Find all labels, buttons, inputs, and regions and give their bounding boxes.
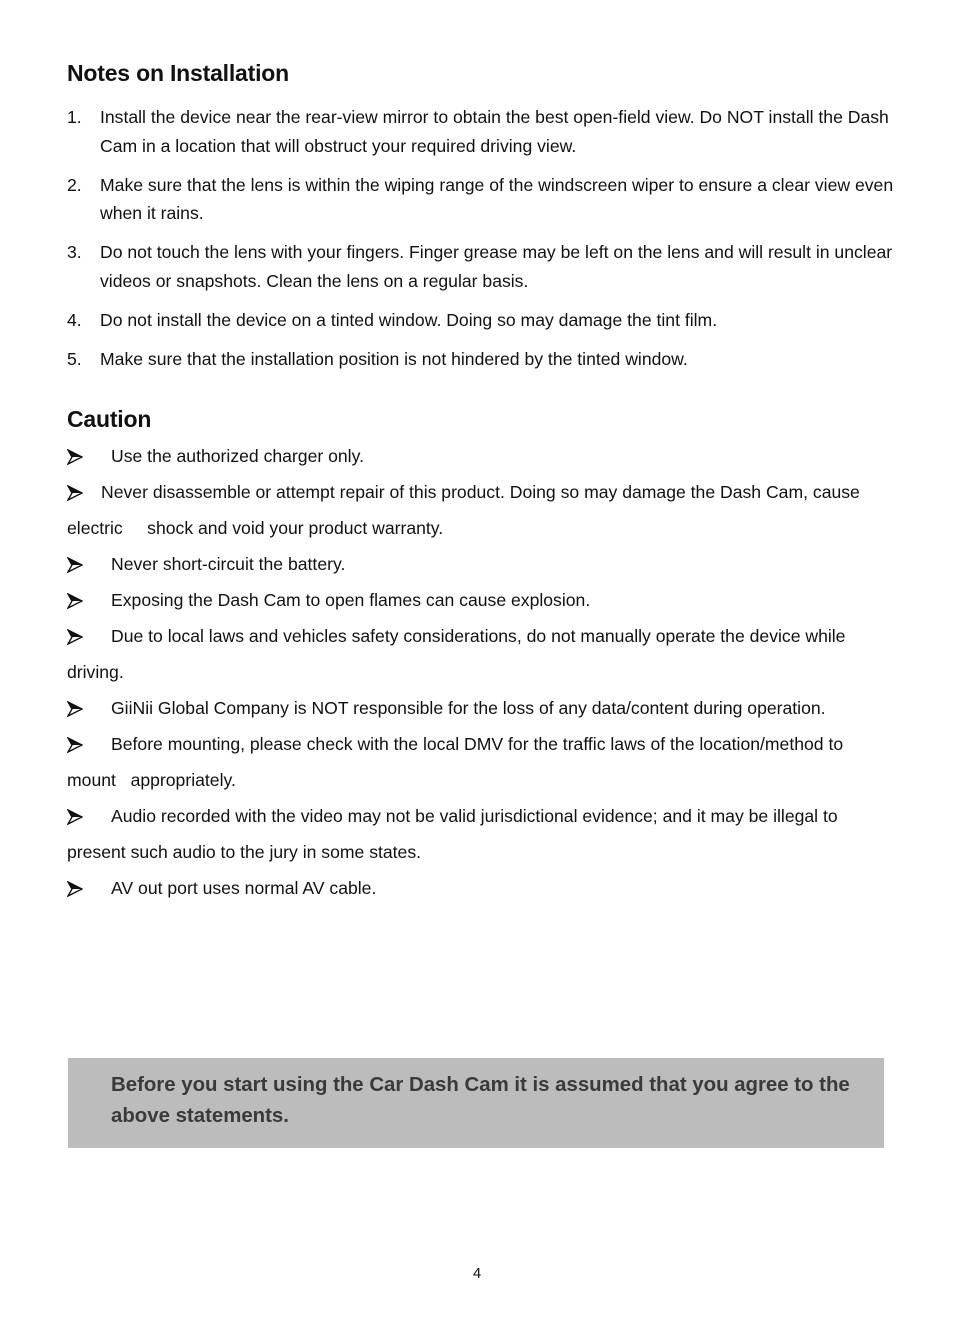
arrowhead-bullet-icon — [67, 546, 111, 582]
item-text: Install the device near the rear-view mirror to obtain the best open-field view. Do NOT install the Dash Cam in a location that will obstruct your required driving view. — [100, 107, 889, 156]
caution-text: Due to local laws and vehicles safety considerations, do not manually operate the device while driving. — [67, 626, 846, 682]
arrowhead-bullet-icon — [67, 582, 111, 618]
list-item — [67, 171, 897, 228]
list-item — [67, 726, 897, 798]
list-item — [67, 103, 897, 160]
caution-text: Never disassemble or attempt repair of this product. Doing so may damage the Dash Cam, cause electric shock and void your product warranty. — [67, 482, 860, 538]
arrowhead-bullet-icon — [67, 870, 111, 906]
list-item — [67, 345, 897, 374]
item-number: 1. — [67, 107, 82, 127]
list-item — [67, 546, 897, 582]
notes-heading: Notes on Installation — [67, 60, 289, 86]
item-text: Make sure that the installation position is not hindered by the tinted window. — [100, 348, 688, 369]
page-number: 4 — [472, 1265, 482, 1282]
list-item — [67, 690, 897, 726]
agreement-notice-text: Before you start using the Car Dash Cam it is assumed that you agree to the above statements. — [111, 1074, 850, 1127]
item-text: Make sure that the lens is within the wiping range of the windscreen wiper to ensure a clear view even when it rains. — [100, 174, 894, 223]
list-item — [67, 798, 897, 870]
arrowhead-bullet-icon — [67, 798, 111, 834]
list-item — [67, 306, 897, 335]
item-text: Do not install the device on a tinted window. Doing so may damage the tint film. — [100, 309, 718, 330]
agreement-notice-box — [68, 1058, 884, 1148]
arrowhead-bullet-icon — [67, 726, 111, 762]
arrowhead-bullet-icon — [67, 690, 111, 726]
caution-list — [67, 438, 897, 906]
arrowhead-bullet-icon — [67, 618, 111, 654]
caution-heading: Caution — [67, 406, 152, 432]
item-number: 2. — [67, 174, 82, 195]
item-number: 5. — [67, 348, 82, 369]
caution-text: AV out port uses normal AV cable. — [111, 878, 377, 898]
installation-notes-list — [67, 103, 897, 384]
caution-text: Use the authorized charger only. — [111, 446, 364, 466]
caution-text: Audio recorded with the video may not be valid jurisdictional evidence; and it may be illegal to present such audio to the jury in some states. — [67, 806, 838, 862]
list-item — [67, 438, 897, 474]
item-text: Do not touch the lens with your fingers. Finger grease may be left on the lens and will result in unclear videos or snapshots. Clean the lens on a regular basis. — [100, 242, 893, 291]
list-item — [67, 870, 897, 906]
caution-text: Never short-circuit the battery. — [111, 554, 346, 574]
caution-text: GiiNii Global Company is NOT responsible for the loss of any data/content during operation. — [111, 698, 826, 718]
caution-text: Exposing the Dash Cam to open flames can cause explosion. — [111, 590, 591, 610]
item-number: 3. — [67, 242, 82, 262]
list-item — [67, 618, 897, 690]
caution-text: Before mounting, please check with the local DMV for the traffic laws of the location/method to mount appropriately. — [67, 734, 844, 790]
list-item — [67, 582, 897, 618]
list-item — [67, 474, 897, 546]
list-item — [67, 238, 897, 295]
item-number: 4. — [67, 309, 82, 330]
arrowhead-bullet-icon — [67, 474, 101, 510]
arrowhead-bullet-icon — [67, 438, 111, 474]
